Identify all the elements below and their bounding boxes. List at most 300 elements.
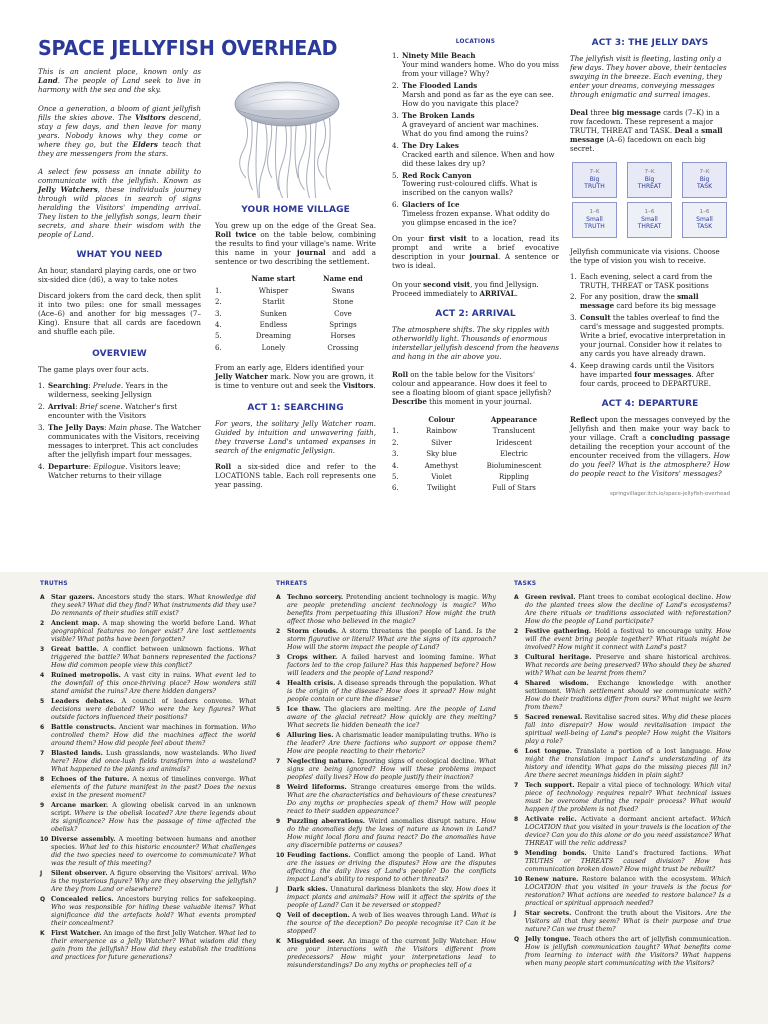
item-number: 2.: [38, 401, 45, 411]
roll-number: 3.: [215, 309, 222, 318]
table-row: [215, 342, 376, 353]
item-number: 3.: [570, 313, 577, 323]
entry-summary: An image of the first Jelly Watcher.: [103, 929, 217, 937]
roll-number: 1.: [392, 427, 399, 436]
table-row: [392, 449, 559, 460]
card-rank: 10: [40, 836, 49, 844]
threat-entry: [276, 784, 496, 816]
entry-prompts: Who controlled them? How did the machines affect the world around them? How did people feel about them?: [51, 723, 256, 748]
card-size: Big: [589, 175, 600, 183]
entry-summary: Ignoring signs of ecological decline.: [357, 757, 477, 766]
entry-summary: A web of lies weaves through Land.: [352, 910, 470, 919]
entry-summary: A glowing obelisk carved in an unknown script.: [51, 801, 256, 818]
table-row: [215, 331, 376, 342]
entry-title: Puzzling aberrations.: [287, 817, 366, 826]
entry-prompts: Which LOCATION that you visited in your travels is the focus for restoration? What actions are needed to restore balance? Is a practical or spiritual approach needed?: [525, 874, 731, 907]
roll-number: 6.: [392, 484, 399, 493]
threat-entry: [276, 912, 496, 936]
name-end: Stone: [332, 298, 354, 307]
home-village-text: You grew up on the edge of the Great Sea. Roll twice on the table below, combining the results to find your village's name. Write this name in your journal and add a sentence or two describing the settlement.: [215, 221, 376, 267]
threat-entry: [276, 680, 496, 704]
small-message-card: [627, 202, 672, 238]
location-prompt: Cracked earth and silence. When and how did these lakes dry up?: [402, 149, 555, 168]
card-size: Small: [641, 215, 658, 223]
visitor-appearance-table: [392, 415, 559, 495]
roll-number: 4.: [215, 320, 222, 329]
intro-paragraph-1: This is an ancient place, known only as Land. The people of Land seek to live in harmony with the sea and the sky.: [38, 67, 201, 94]
big-message-card: [682, 162, 727, 198]
entry-summary: Weird anomalies disrupt nature.: [368, 817, 478, 826]
card-rank: A: [40, 594, 45, 602]
entry-prompts: What triggered the battle? What banners represented the factions? How did common people view this conflict?: [51, 645, 256, 670]
task-entry: [514, 594, 731, 626]
card-rank: 8: [40, 776, 45, 784]
item-number: 3.: [38, 422, 45, 432]
card-range: 1–6: [699, 208, 710, 215]
card-size: Big: [699, 175, 710, 183]
item-number: 4.: [392, 140, 399, 150]
card-rank: 4: [514, 680, 519, 688]
entry-title: Ancient map.: [51, 619, 100, 628]
card-rank: Q: [514, 935, 520, 943]
roll-number: 6.: [215, 343, 222, 352]
act-label: Brief scene: [79, 401, 121, 411]
name-end: Swans: [331, 286, 355, 295]
threat-entry: [276, 706, 496, 730]
appearance-header: Appearance: [490, 414, 538, 424]
entry-title: Echoes of the future.: [51, 775, 130, 784]
tasks-column: [514, 581, 731, 970]
visitor-colour: Twilight: [427, 484, 456, 493]
entry-summary: Pretending ancient technology is magic.: [345, 593, 480, 602]
entry-prompts: Who was responsible for hiding these valuable items? What significance did the artefacts hold? What events prompted their concealment?: [51, 903, 256, 927]
card-setup-text: Discard jokers from the card deck, then split it into two piles: one for small messages (Ace–6) and another for big messages (7–King). Ensure that all cards are facedown and shuffle each pile.: [38, 291, 201, 336]
entry-prompts: What is the origin of the disease? How does it spread? How might people contain or cure the disease?: [287, 679, 496, 703]
vision-step: [570, 362, 730, 389]
name-start: Whisper: [258, 286, 289, 295]
entry-summary: Conflict among the people of Land.: [354, 851, 476, 859]
item-number: 5.: [392, 170, 399, 180]
what-you-need-heading: WHAT YOU NEED: [76, 249, 163, 260]
name-end-header: Name end: [323, 274, 363, 284]
entry-title: Diverse assembly.: [51, 835, 116, 844]
visitor-colour: Silver: [431, 438, 452, 447]
threat-entry: [276, 654, 496, 678]
entry-summary: The glaciers are melting.: [324, 705, 412, 714]
entry-summary: A figure observing the Visitors' arrival.: [110, 869, 239, 878]
entry-title: Concealed relics.: [51, 895, 114, 904]
card-rank: 10: [276, 852, 285, 859]
truth-entry: [40, 802, 256, 834]
card-rank: 3: [276, 654, 281, 662]
entry-title: Star secrets.: [525, 908, 572, 917]
visitor-appearance: Bioluminescent: [486, 461, 542, 470]
act1-flavor: For years, the solitary Jelly Watcher roam. Guided by intuition and unwavering faith, they traverse Land's untamed expanses in search of the enigmatic Jellysign.: [215, 419, 376, 455]
task-entry: [514, 910, 731, 934]
entry-title: Jelly tongue.: [525, 934, 571, 943]
entry-summary: A storm threatens the people of Land.: [341, 627, 473, 636]
entry-prompts: Which LOCATION that you visited in your travels is the location of the device? Can you do this alone or do you need assistance? What THREAT will the relic address?: [525, 814, 731, 847]
location-prompt: Towering rust-coloured cliffs. What is inscribed on the canyon walls?: [402, 179, 538, 198]
entry-title: Ice thaw.: [287, 705, 321, 714]
name-start-header: Name start: [251, 274, 296, 284]
entry-title: Lost tongue.: [525, 747, 572, 755]
entry-prompts: What are the issues or driving the disputes? How are the disputes affecting the daily lives of Land's people? Do the conflicts impact Land's ability to respond to other threats?: [287, 851, 496, 883]
card-size: Small: [696, 215, 713, 223]
task-entry: [514, 628, 731, 652]
card-rank: A: [276, 594, 281, 602]
entry-title: Activate relic.: [525, 814, 577, 823]
overview-item: 2. Arrival: Brief scene. Watcher's first encounter with the Visitors: [38, 401, 178, 420]
item-number: 1.: [570, 271, 577, 281]
location-item: [392, 201, 559, 228]
act2-heading: ACT 2: ARRIVAL: [435, 308, 516, 319]
column-jelly-days: [570, 38, 730, 497]
table-row: [392, 472, 559, 483]
first-visit-text: On your first visit to a location, read its prompt and write a brief evocative description in your journal. A sentence or two is ideal.: [392, 234, 560, 270]
entry-prompts: Which vital piece of technology requires repair? What technical issues must be overcome during the repair process? What would happen if the problem is not fixed?: [525, 780, 731, 813]
entry-prompts: How is jellyfish communication taught? What benefits come from learning to interact with the Visitors? What happens when many people start communicating with the Visitors?: [525, 942, 731, 967]
threat-entry: [276, 594, 496, 626]
table-row: [215, 308, 376, 319]
visitor-appearance: Translucent: [492, 427, 536, 436]
card-rank: 6: [514, 748, 519, 755]
entry-title: First Watcher.: [51, 929, 102, 937]
table-row: [392, 483, 559, 494]
item-number: 4.: [38, 461, 45, 471]
act2-flavor: The atmosphere shifts. The sky ripples with otherworldly light. Thousands of enormous interstellar jellyfish descend from the heavens and hang in the air above you.: [392, 325, 559, 361]
entry-prompts: Where is the obelisk located? Are there legends about its significance? How has the passage of time affected the obelisk?: [51, 809, 256, 833]
roll-number: 2.: [392, 438, 399, 447]
column-village: [215, 197, 376, 497]
entry-prompts: What are the characteristics and behaviours of these creatures? Do any myths or prophecies speak of them? How will people react to their sudden appearance?: [287, 791, 496, 815]
entry-title: Health crisis.: [287, 679, 336, 688]
card-rank: J: [514, 909, 517, 917]
entry-prompts: Why are people pretending ancient technology is magic? Who benefits from perpetuating this illusion? How might the truth affect those who believed in the magic?: [287, 593, 496, 625]
truth-entry: [40, 620, 256, 644]
entry-summary: Hold a festival to encourage unity.: [594, 627, 713, 636]
overview-lead: The game plays over four acts.: [38, 365, 149, 375]
big-message-card: [627, 162, 672, 198]
step-text: For any position, draw the: [580, 292, 678, 302]
visitor-colour: Amethyst: [424, 461, 459, 470]
card-rank: K: [40, 930, 45, 937]
card-rank: 7: [40, 750, 45, 758]
act-name: Arrival: [48, 401, 76, 411]
column-locations: [392, 38, 559, 502]
location-name: Red Rock Canyon: [402, 170, 472, 180]
location-prompt: A graveyard of ancient war machines. What do you find among the ruins?: [402, 119, 539, 138]
tasks-heading: TASKS: [514, 581, 537, 587]
card-rank: 10: [514, 875, 523, 883]
entry-title: Sacred renewal.: [525, 713, 583, 722]
entry-title: Weird lifeforms.: [287, 783, 347, 792]
act-description: . Visitors leave; Watcher returns to their village: [48, 461, 181, 480]
entry-prompts: Are the Visitors all that they seem? What is their purpose and true nature? Can we trust them?: [525, 908, 731, 933]
entry-title: Feuding factions.: [287, 851, 351, 859]
entry-summary: Plant trees to combat ecological decline.: [578, 593, 714, 602]
roll-number: 5.: [392, 472, 399, 481]
entry-title: Tech support.: [525, 780, 575, 789]
task-entry: [514, 748, 731, 780]
card-rank: 8: [276, 784, 281, 792]
vision-step: [570, 314, 730, 359]
step-emphasis: Consult: [580, 313, 611, 323]
location-item: [392, 142, 559, 169]
name-start: Endless: [259, 320, 288, 329]
entry-prompts: What knowledge did they seek? What did they find? What instruments did they use? Do remnants of their studies still exist?: [51, 593, 257, 618]
card-size: Small: [586, 215, 603, 223]
entry-summary: Teach others the art of jellyfish communication.: [573, 934, 731, 943]
entry-prompts: What is the source of the deception? Do people recognise it? Can it be stopped?: [287, 910, 496, 935]
second-visit-text: On your second visit, you find Jellysign. Proceed immediately to ARRIVAL.: [392, 279, 539, 298]
entry-summary: Preserve and share historical archives.: [595, 653, 731, 662]
card-rank: 7: [276, 758, 281, 766]
act1-heading: ACT 1: SEARCHING: [247, 402, 344, 413]
truth-entry: [40, 594, 256, 618]
table-row: [215, 297, 376, 308]
threat-entry: [276, 938, 496, 970]
roll-number: 2.: [215, 298, 222, 307]
truth-entry: [40, 836, 256, 868]
entry-summary: Ancient war machines in formation.: [119, 723, 239, 732]
home-village-heading: YOUR HOME VILLAGE: [241, 205, 350, 215]
act-name: Searching: [48, 381, 89, 391]
entry-title: Crops wither.: [287, 653, 338, 662]
entry-summary: An image of the current Jelly Watcher.: [347, 936, 478, 945]
threat-entry: [276, 886, 496, 910]
entry-title: Techno sorcery.: [287, 593, 344, 602]
entry-summary: Repair a vital piece of technology.: [577, 780, 691, 789]
card-rank: 2: [276, 628, 281, 636]
location-item: [392, 82, 559, 109]
card-rank: 7: [514, 781, 519, 789]
entry-prompts: Is the storm figurative or literal? What are the signs of its approach? How will the storm impact the people of Land?: [287, 627, 496, 651]
entry-summary: A vast city in ruins.: [124, 671, 192, 680]
act4-heading: ACT 4: DEPARTURE: [601, 398, 699, 409]
card-range: 7–K: [589, 168, 600, 175]
act-label: Epilogue: [93, 461, 126, 471]
locations-heading: LOCATIONS: [455, 39, 496, 45]
table-row: [215, 285, 376, 296]
entry-title: Shared wisdom.: [525, 679, 589, 688]
entry-prompts: Who lived here? How did once-lush fields transform into a wasteland? What happened to the plants and animals?: [51, 749, 256, 774]
step-text: Each evening, select a card from the TRUTH, THREAT or TASK positions: [580, 271, 713, 290]
entry-title: Misguided seer.: [287, 936, 345, 945]
overview-item: 3. The Jelly Days: Main phase. The Watcher communicates with the Visitors, receiving messages to interpret. This act concludes after the jellyfish impart four messages.: [38, 422, 201, 459]
jellyfish-illustration: [205, 70, 395, 198]
table-row: [215, 320, 376, 331]
name-start: Dreaming: [255, 332, 292, 341]
threats-heading: THREATS: [276, 581, 308, 587]
entry-title: Blasted lands.: [51, 749, 103, 758]
entry-prompts: Which settlement should we communicate with? How do their traditions differ from ours? What might we learn from them?: [525, 687, 731, 711]
entry-prompts: How are your interactions with the Visitors different from predecessors? How might your interpretations lead to misunderstandings? Do any myths or prophecies tell of a: [287, 936, 496, 969]
page-title: SPACE JELLYFISH OVERHEAD: [38, 36, 338, 60]
card-range: 7–K: [644, 168, 655, 175]
task-entry: [514, 714, 731, 746]
card-rank: 3: [514, 654, 519, 662]
entry-title: Neglecting nature.: [287, 757, 355, 766]
entry-summary: A disease spreads through the population.: [337, 679, 477, 688]
entry-summary: A map showing the world before Land.: [102, 619, 236, 628]
intro-paragraph-2: Once a generation, a bloom of giant jellyfish fills the skies above. The Visitors descend, stay a few days, and then leave for many years. Nobody knows why they come or where they go, but the Elders teach that they are messengers from the stars.: [38, 103, 201, 158]
entry-summary: Strange creatures emerge from the wilds.: [350, 783, 497, 792]
entry-prompts: Are the people of Land aware of the glacial retreat? How quickly are they melting? What secrets lie hidden beneath the ice?: [287, 705, 496, 729]
entry-summary: Translate a portion of a lost language.: [575, 747, 713, 755]
item-number: 2.: [392, 81, 399, 91]
truth-entry: [40, 870, 256, 894]
entry-summary: Exchange knowledge with another settlement.: [525, 679, 731, 696]
entry-prompts: How do the anomalies defy the laws of nature as known in Land? How might local flora and fauna react? Do the anomalies have any discernible patterns or causes?: [287, 817, 496, 849]
entry-title: Arcane marker.: [51, 801, 109, 810]
name-end: Crossing: [327, 343, 359, 352]
entry-summary: A meeting between humans and another species.: [51, 835, 256, 852]
small-message-card: [572, 202, 617, 238]
threat-entry: [276, 852, 496, 884]
threat-entry: [276, 818, 496, 850]
item-number: 1.: [392, 51, 399, 61]
overview-item: 4. Departure: Epilogue. Visitors leave; Watcher returns to their village: [38, 461, 181, 480]
card-rank: 8: [514, 815, 519, 823]
column-intro: [38, 68, 201, 487]
act3-flavor: The jellyfish visit is fleeting, lasting only a few days. They hover above, their tentacles swaying in the breeze. Each evening, they enter your dreams, conveying messages through enigmatic and surreal images.: [570, 54, 727, 100]
card-kind: THREAT: [637, 223, 662, 231]
location-item: [392, 112, 559, 139]
entry-title: Veil of deception.: [287, 910, 350, 919]
step-text: the tables overleaf to find the card's message and suggested prompts. Write a brief, evocative interpretation in your journal. Consider how it relates to any cards you have already drawn.: [580, 313, 726, 359]
act-description: . Years in the wilderness, seeking Jellysign: [48, 381, 168, 400]
big-message-card: [572, 162, 617, 198]
card-layout: [572, 162, 730, 238]
act1-instructions: Roll a six-sided dice and refer to the LOCATIONS table. Each roll represents one year passing.: [215, 461, 376, 489]
visitor-colour: Violet: [431, 472, 452, 481]
entry-title: Silent observer.: [51, 869, 108, 878]
card-rank: 9: [514, 849, 519, 857]
truth-entry: [40, 776, 256, 800]
truths-column: [40, 581, 256, 964]
threat-entry: [276, 732, 496, 756]
roll-number: 3.: [392, 450, 399, 459]
truth-entry: [40, 698, 256, 722]
location-item: [392, 172, 559, 199]
threats-column: [276, 581, 496, 972]
threat-entry: [276, 758, 496, 782]
vision-steps: [570, 273, 730, 389]
entry-prompts: How do the planted trees slow the decline of Land's ecosystems? Are there rituals or traditions associated with reforestation? How do the people of Land participate?: [525, 593, 731, 625]
card-size: Big: [644, 175, 655, 183]
visitor-appearance: Electric: [500, 450, 528, 459]
visitor-colour: Sky blue: [426, 450, 457, 459]
vision-step: [570, 293, 730, 311]
table-row: [392, 460, 559, 471]
visitor-appearance: Rippling: [499, 472, 529, 481]
entry-summary: Lush grasslands, now wastelands.: [105, 749, 220, 758]
entry-summary: Confront the truth about the Visitors.: [574, 908, 703, 917]
entry-prompts: Who is the mysterious figure? Why are they observing the jellyfish? Are they from Land or elsewhere?: [51, 869, 257, 893]
source-url[interactable]: springvillager.itch.io/space-jellyfish-overhead: [610, 490, 730, 497]
truth-entry: [40, 724, 256, 748]
task-entry: [514, 850, 731, 874]
truth-entry: [40, 672, 256, 696]
step-emphasis: four messages: [634, 369, 692, 379]
vision-step: [570, 273, 730, 291]
card-rank: Q: [40, 896, 46, 904]
location-prompt: Your mind wanders home. Who do you miss from your village? Why?: [402, 60, 559, 79]
step-text: . After four cards, proceed to DEPARTURE.: [580, 369, 715, 388]
entry-summary: Restore balance with the ecosystem.: [581, 874, 707, 883]
card-rank: 6: [40, 724, 45, 732]
vision-text: Jellyfish communicate via visions. Choose the type of vision you wish to receive.: [570, 246, 720, 265]
location-name: Glaciers of Ice: [402, 200, 460, 210]
entry-summary: A failed harvest and looming famine.: [341, 653, 475, 662]
task-entry: [514, 680, 731, 712]
act-label: Prelude: [92, 381, 121, 391]
entry-title: Ruined metropolis.: [51, 671, 121, 680]
table-row: [392, 426, 559, 437]
entry-prompts: What elements of the future manifest in the past? Does the nexus exist in the present moment?: [51, 775, 256, 800]
task-entry: [514, 654, 731, 678]
act4-text: Reflect upon the messages conveyed by the Jellyfish and then make your way back to your village. Craft a concluding passage detailing the reception your account of the encounter received from the villagers. How do you feel? What is the atmosphere? How do people react to the Visitors' messages?: [570, 415, 730, 478]
entry-prompts: What TRUTHS or THREATS caused division? How has communication broken down? How might trust be rebuilt?: [525, 848, 731, 873]
table-row: [392, 437, 559, 448]
overview-heading: OVERVIEW: [92, 348, 147, 359]
name-start: Starlit: [262, 298, 285, 307]
visitor-colour: Rainbow: [425, 427, 458, 436]
card-rank: 9: [276, 818, 281, 826]
task-entry: [514, 816, 731, 848]
entry-summary: Unnatural darkness blankets the sky.: [330, 884, 454, 893]
entry-summary: Ancestors study the stars.: [97, 593, 185, 602]
item-number: 6.: [392, 200, 399, 210]
roll-number: 4.: [392, 461, 399, 470]
entry-summary: Activate a dormant ancient artefact.: [580, 814, 707, 823]
elders-text: From an early age, Elders identified your Jelly Watcher mark. Now you are grown, it is time to venture out and seek the Visitors.: [215, 362, 376, 390]
act-description: . The Watcher communicates with the Visitors, receiving messages to interpret. This act concludes after the jellyfish impart four messages.: [48, 422, 201, 459]
card-rank: 5: [276, 706, 281, 714]
card-rank: 5: [40, 698, 45, 706]
card-rank: A: [514, 594, 519, 602]
entry-summary: Unite Land's fractured factions.: [592, 848, 708, 857]
card-rank: Q: [276, 911, 282, 919]
task-entry: [514, 936, 731, 968]
entry-title: Renew nature.: [525, 874, 579, 883]
name-end: Cove: [334, 309, 352, 318]
entry-prompts: What decisions were debated? Who were the key figures? What outside factors influenced their positions?: [51, 697, 256, 722]
act-name: The Jelly Days: [48, 422, 105, 432]
truth-entry: [40, 750, 256, 774]
entry-prompts: How does it impact plants and animals? How will it affect the spirits of the people of Land? Can it be reversed or stopped?: [287, 884, 496, 909]
entry-summary: A council of leaders convene.: [121, 697, 233, 706]
overview-list: [38, 382, 201, 480]
card-range: 1–6: [644, 208, 655, 215]
what-you-need-text: An hour, standard playing cards, one or two six-sided dice (d6), a way to take notes: [38, 266, 197, 285]
card-kind: TASK: [696, 183, 713, 191]
intro-paragraph-3: A select few possess an innate ability to communicate with the jellyfish. Known as Jelly Watchers, these individuals journey through wild places in search of signs heralding the Visitors' impending arrival. They listen to the jellyfish songs, learn their secrets, and share their wisdom with the people of Land.: [38, 167, 201, 239]
card-rank: 2: [40, 620, 45, 628]
item-number: 4.: [570, 361, 577, 371]
entry-title: Cultural heritage.: [525, 653, 592, 662]
truth-entry: [40, 646, 256, 670]
entry-title: Dark skies.: [287, 884, 328, 893]
act3-heading: ACT 3: THE JELLY DAYS: [591, 38, 709, 48]
card-kind: TRUTH: [584, 223, 605, 231]
location-name: The Dry Lakes: [402, 140, 459, 150]
location-item: [392, 52, 559, 79]
act-label: Main phase: [108, 422, 151, 432]
location-prompt: Marsh and pond as far as the eye can see. How do you navigate this place?: [402, 90, 554, 108]
card-rank: 3: [40, 646, 45, 654]
